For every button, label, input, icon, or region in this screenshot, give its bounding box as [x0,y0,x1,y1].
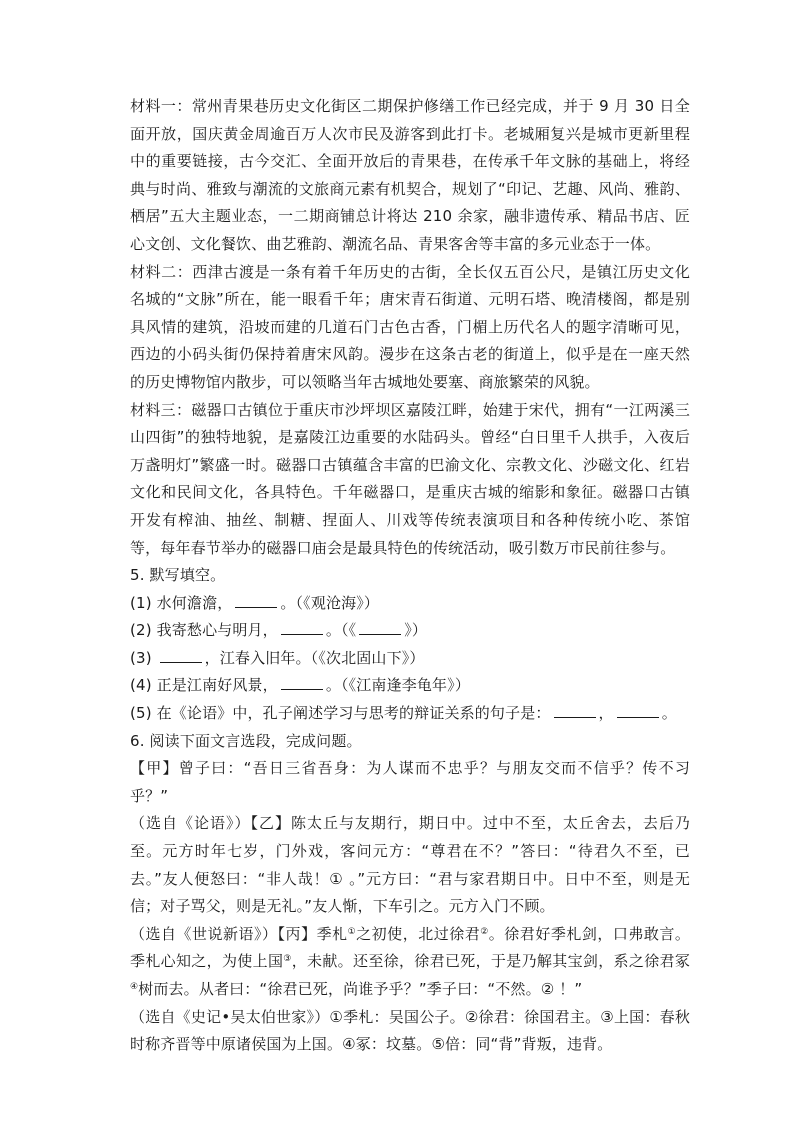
material-3: 材料三：磁器口古镇位于重庆市沙坪坝区嘉陵江畔，始建于宋代，拥有“一江两溪三山四街”的独特地貌，是嘉陵江边重要的水陆码头。曾经“白日里千人拱手，入夜后万盏明灯”繁盛一时。磁器口古镇蕴含丰富的巴渝文化、宗教文化、沙磁文化、红岩文化和民间文化，各具特色。千年磁器口，是重庆古城的缩影和象征。磁器口古镇开发有榨油、抽丝、制糖、捏面人、川戏等传统表演项目和各种传统小吃、茶馆等，每年春节举办的磁器口庙会是最具特色的传统活动，吸引数万市民前往参与。 [130,400,690,557]
answer-blank [554,703,596,718]
passage-bing: （选自《世说新语》）【丙】季札①之初使，北过徐君②。徐君好季札剑，口弗敢言。季札心知之，为使上国③，未献。还至徐，徐君已死，于是乃解其宝剑，系之徐君冢④树而去。从者曰：“徐君已死，尚谁予乎？”季子曰：“不然。② ！” [130,924,691,998]
material-2: 材料二：西津古渡是一条有着千年历史的古街，全长仅五百公尺，是镇江历史文化名城的“文脉”所在，能一眼看千年；唐宋青石街道、元明石塔、晚清楼阁，都是别具风情的建筑，沿坡而建的几道石门古色古香，门楣上历代名人的题字清晰可见，西边的小码头街仍保持着唐宋风韵。漫步在这条古老的街道上，似乎是在一座天然的历史博物馆内散步，可以领略当年古城地处要塞、商旅繁荣的风貌。 [130,262,690,391]
answer-blank [160,648,202,663]
footnote-marker: ② [480,926,489,937]
answer-blank [281,675,323,690]
answer-blank [359,620,401,635]
q5-item-3: (3) ，江春入旧年。（《次北固山下》） [130,648,425,667]
answer-blank [281,620,323,635]
q5-item-1: (1) 水何澹澹， 。（《观沧海》） [130,593,380,612]
q5-item-4: (4) 正是江南好风景， 。（《江南逢李龟年》） [130,676,470,695]
footnote-marker: ④ [130,982,139,992]
footnotes: （选自《史记•吴太伯世家》）①季札：吴国公子。②徐君：徐国君主。③上国：春秋时称齐晋等中原诸侯国为上国。④冢：坟墓。⑤倍：同“背”背叛，违背。 [130,1007,690,1054]
answer-blank [617,703,659,718]
question-6-title: 6. 阅读下面文言选段，完成问题。 [130,731,362,750]
passage-yi: （选自《论语》）【乙】陈太丘与友期行，期日中。过中不至，太丘舍去，去后乃至。元方时年七岁，门外戏，客问元方：“尊君在不？”答曰：“待君久不至，已去。”友人便怒曰：“非人哉！① 。”元方曰：“君与家君期日中。日中不至，则是无信；对子骂父，则是无礼。”友人惭，下车引之。元方入门不顾。 [130,814,690,916]
q5-item-5: (5) 在《论语》中，孔子阐述学习与思考的辩证关系的句子是： ， 。 [130,704,677,723]
q5-item-2: (2) 我寄愁心与明月， 。（《 》） [130,621,428,640]
passage-jia: 【甲】曾子曰：“吾日三省吾身：为人谋而不忠乎？与朋友交而不信乎？传不习乎？” [130,759,690,805]
question-5-title: 5. 默写填空。 [130,566,226,585]
answer-blank [235,593,277,608]
material-1: 材料一：常州青果巷历史文化街区二期保护修缮工作已经完成，并于 9 月 30 日全面开放，国庆黄金周逾百万人次市民及游客到此打卡。老城厢复兴是城市更新里程中的重要链接，古今交汇、全面开放后的青果巷，在传承千年文脉的基础上，将经典与时尚、雅致与潮流的文旅商元素有机契合，规划了“印记、艺趣、风尚、雅韵、栖居”五大主题业态，一二期商铺总计将达 210 余家，融非遗传承、精品书店、匠心文创、文化餐饮、曲艺雅韵、潮流名品、青果客舍等丰富的多元业态于一体。 [130,97,690,253]
footnote-marker: ③ [283,954,292,965]
footnote-marker: ① [347,926,357,937]
document-body [130,93,690,1059]
